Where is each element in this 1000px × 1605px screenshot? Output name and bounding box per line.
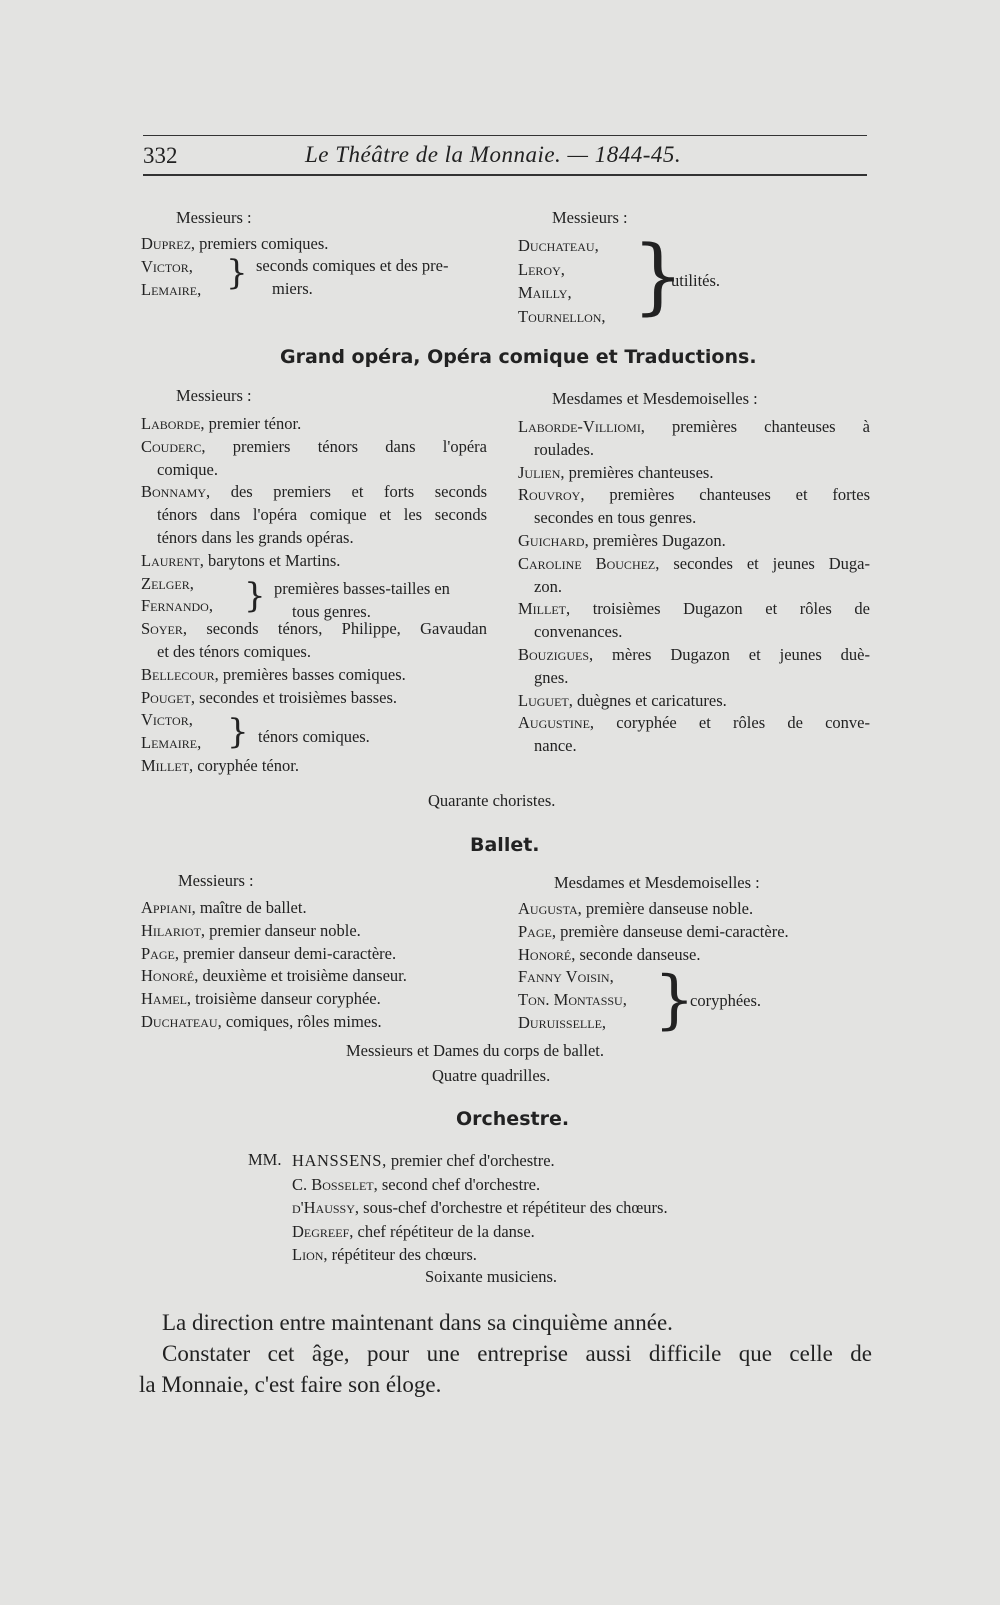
closing-paragraph: [139, 1307, 872, 1400]
list-item: Mailly,: [518, 283, 572, 302]
column-label: Messieurs :: [176, 386, 252, 405]
group-text: miers.: [272, 279, 313, 298]
list-item: Duruisselle,: [518, 1012, 607, 1032]
top-right-label: Messieurs :: [552, 208, 628, 227]
list-item: Julien, premières chanteuses.: [518, 462, 714, 482]
paragraph-line: La direction entre maintenant dans sa cinquième année.: [162, 1310, 673, 1335]
brace-glyph: }: [227, 712, 249, 752]
list-item: Caroline Bouchez, secondes et jeunes Duga-: [518, 553, 870, 573]
list-item: Duchateau,: [518, 236, 599, 255]
list-item: Ton. Montassu,: [518, 990, 627, 1010]
brace-glyph: }: [654, 963, 695, 1037]
list-item-continued: gnes.: [534, 667, 569, 687]
list-item: Augustine, coryphée et rôles de conve-: [518, 713, 871, 733]
orchestre-list: [292, 1149, 668, 1267]
ballet-left-list: [141, 897, 407, 1034]
list-item: Victor,: [141, 256, 193, 276]
list-item-continued: ténors dans les grands opéras.: [157, 527, 354, 547]
list-item: Millet, coryphée ténor.: [141, 755, 299, 775]
list-item: Tournellon,: [518, 306, 606, 326]
list-item: Page, première danseuse demi-caractère.: [518, 921, 789, 941]
list-item: Page, premier danseur demi-caractère.: [141, 943, 397, 963]
list-item-continued: roulades.: [534, 439, 595, 459]
list-item: Laurent, barytons et Martins.: [141, 550, 341, 570]
list-item-continued: nance.: [534, 736, 577, 756]
list-item: Couderc, premiers ténors dans l'opéra: [141, 436, 488, 456]
list-item: Leroy,: [518, 259, 565, 279]
group-text: seconds comiques et des pre-: [256, 256, 449, 275]
list-item-continued: zon.: [534, 576, 562, 596]
page-number: 332: [143, 143, 178, 168]
list-item: Lemaire,: [141, 279, 202, 299]
list-item-continued: convenances.: [534, 622, 623, 642]
list-item: Laborde-Villiomi, premières chanteuses à: [518, 417, 871, 436]
list-item: Duprez, premiers comiques.: [141, 234, 329, 253]
list-item: d'Haussy, sous-chef d'orchestre et répétiteur des chœurs.: [292, 1198, 668, 1217]
brace-glyph: }: [244, 576, 266, 616]
list-item-continued: ténors dans l'opéra comique et les seconds: [157, 505, 487, 525]
list-item: Fanny Voisin,: [518, 967, 614, 987]
list-item: Bouzigues, mères Dugazon et jeunes duè-: [518, 644, 870, 664]
list-item: Bonnamy, des premiers et forts seconds: [141, 482, 487, 502]
choristes-line: Quarante choristes.: [428, 791, 556, 810]
list-item: Pouget, secondes et troisièmes basses.: [141, 687, 398, 707]
list-item: Guichard, premières Dugazon.: [518, 530, 726, 550]
column-label: Mesdames et Mesdemoiselles :: [554, 873, 760, 892]
list-item: Laborde, premier ténor.: [141, 414, 302, 433]
list-item: Honoré, deuxième et troisième danseur.: [141, 966, 407, 986]
header-bottom-rule: [143, 174, 867, 176]
list-item: Augusta, première danseuse noble.: [518, 899, 754, 918]
list-item: Lion, répétiteur des chœurs.: [292, 1245, 477, 1264]
section-heading-grand-opera: Grand opéra, Opéra comique et Traductions.: [280, 346, 757, 368]
list-item-continued: et des ténors comiques.: [157, 641, 311, 661]
list-item-continued: comique.: [157, 459, 218, 479]
list-item: Victor,: [141, 710, 193, 730]
list-item-continued: secondes en tous genres.: [534, 508, 697, 528]
corps-de-ballet-line: Messieurs et Dames du corps de ballet.: [346, 1041, 604, 1060]
brace-glyph: }: [226, 253, 248, 293]
paragraph-line: Constater cet âge, pour une entreprise aussi difficile que celle de: [162, 1341, 872, 1366]
list-item: Zelger,: [141, 573, 194, 593]
list-item: Millet, troisièmes Dugazon et rôles de: [518, 599, 870, 619]
group-text: ténors comiques.: [258, 727, 370, 746]
list-item: Luguet, duègnes et caricatures.: [518, 690, 727, 710]
list-item: Duchateau, comiques, rôles mimes.: [141, 1011, 382, 1031]
top-left-label: Messieurs :: [176, 208, 252, 227]
musiciens-line: Soixante musiciens.: [425, 1267, 557, 1286]
group-text: premières basses-tailles en: [274, 579, 450, 598]
section-heading-ballet: Ballet.: [470, 834, 540, 856]
group-text: utilités.: [671, 271, 721, 290]
list-item: Soyer, seconds ténors, Philippe, Gavaudan: [141, 619, 488, 639]
column-label: Mesdames et Mesdemoiselles :: [552, 389, 758, 408]
list-item: Fernando,: [141, 596, 213, 616]
list-item: Lemaire,: [141, 733, 202, 753]
group-text: coryphées.: [690, 991, 762, 1010]
list-item: Rouvroy, premières chanteuses et fortes: [518, 485, 871, 505]
running-title: Le Théâtre de la Monnaie. — 1844-45.: [305, 142, 682, 167]
paragraph-line: la Monnaie, c'est faire son éloge.: [139, 1372, 442, 1397]
grand-opera-right-list: [518, 416, 870, 758]
list-item: HANSSENS, premier chef d'orchestre.: [292, 1151, 555, 1170]
section-heading-orchestre: Orchestre.: [456, 1108, 570, 1130]
list-item: Bellecour, premières basses comiques.: [141, 664, 406, 684]
list-item: Honoré, seconde danseuse.: [518, 944, 701, 964]
top-right-list: [518, 234, 606, 328]
mm-label: MM.: [248, 1150, 282, 1169]
list-item: Appiani, maître de ballet.: [141, 898, 307, 917]
quadrilles-line: Quatre quadrilles.: [432, 1066, 551, 1085]
list-item: Hilariot, premier danseur noble.: [141, 920, 361, 940]
header-top-rule: [143, 135, 867, 136]
list-item: C. Bosselet, second chef d'orchestre.: [292, 1174, 541, 1194]
list-item: Degreef, chef répétiteur de la danse.: [292, 1221, 535, 1241]
list-item: Hamel, troisième danseur coryphée.: [141, 989, 381, 1009]
column-label: Messieurs :: [178, 871, 254, 890]
group-text: tous genres.: [292, 602, 371, 621]
brace-glyph: }: [632, 229, 685, 324]
